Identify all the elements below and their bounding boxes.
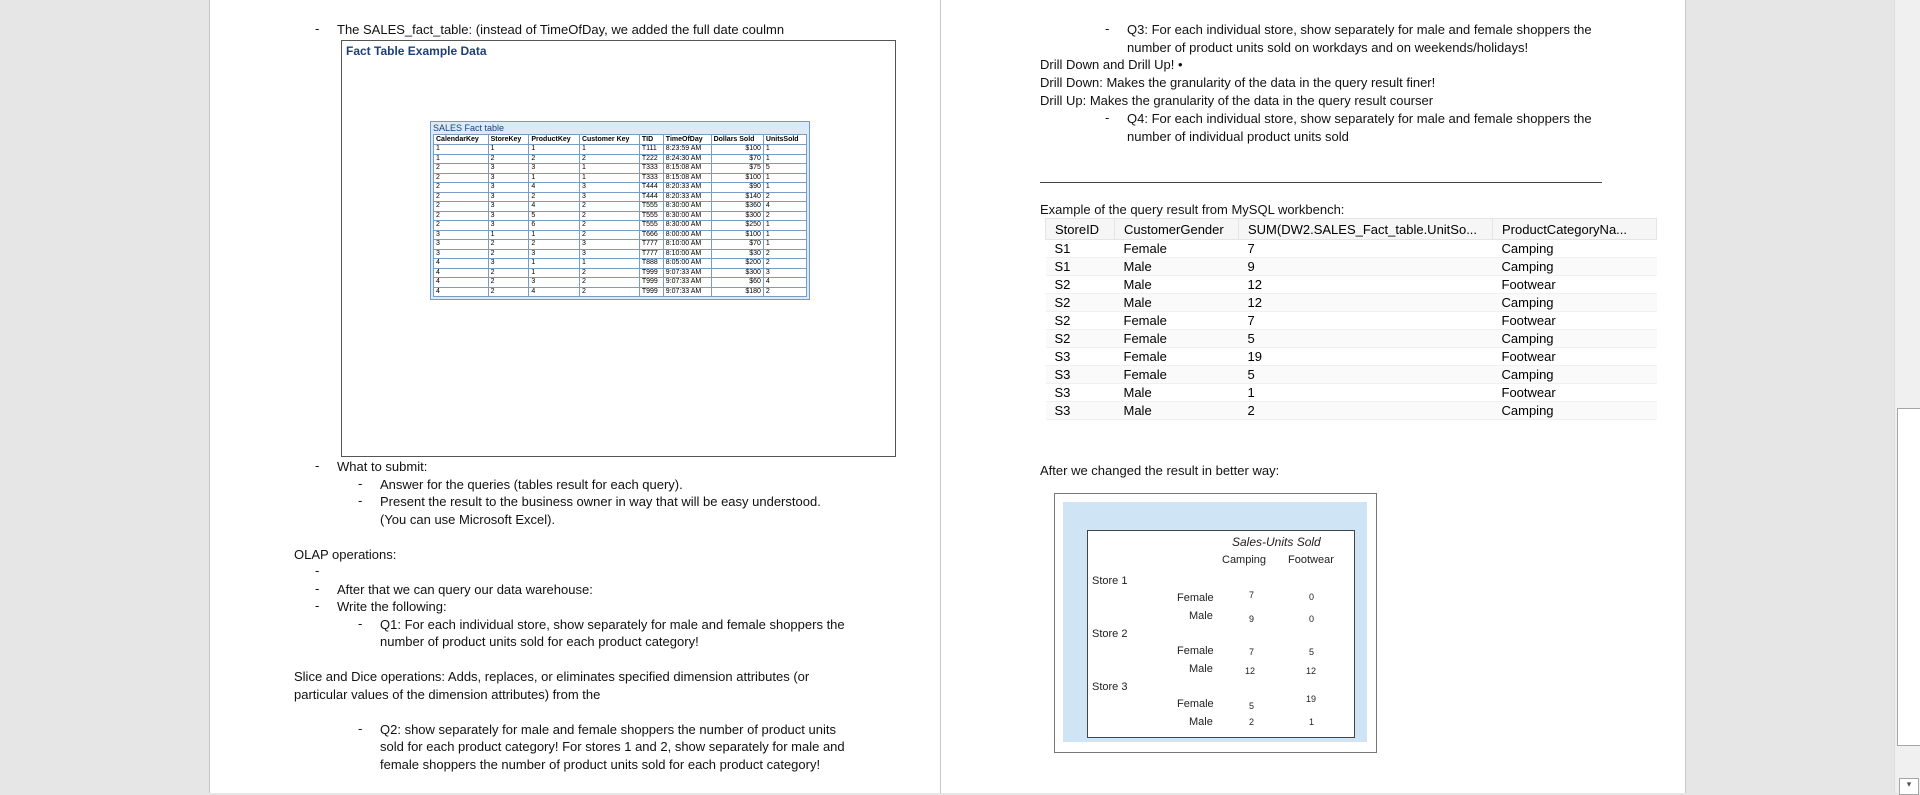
- table-cell: 8:30:00 AM: [663, 202, 711, 212]
- table-row[interactable]: [1046, 384, 1657, 402]
- bullet-dash: -: [358, 476, 363, 491]
- table-cell: T888: [639, 259, 663, 269]
- pivot-value: 2: [1249, 717, 1255, 727]
- table-cell: $200: [711, 259, 763, 269]
- table-cell: 8:15:08 AM: [663, 164, 711, 174]
- table-cell[interactable]: Female: [1115, 330, 1239, 348]
- bullet-dash: -: [315, 458, 320, 473]
- bullet-dash: -: [358, 616, 363, 631]
- table-cell: 4: [763, 278, 806, 288]
- table-cell: 3: [488, 192, 529, 202]
- table-cell[interactable]: Female: [1115, 366, 1239, 384]
- table-cell: 3: [488, 221, 529, 231]
- bullet-dash: -: [315, 598, 320, 613]
- table-cell: 3: [579, 183, 639, 193]
- slice-dice-line1: Slice and Dice operations: Adds, replaces, or eliminates specified dimension attributes (or: [294, 669, 810, 684]
- q1-line1: Q1: For each individual store, show separately for male and female shoppers the: [380, 617, 845, 632]
- table-cell: 1: [763, 183, 806, 193]
- table-cell: 1: [488, 230, 529, 240]
- table-cell[interactable]: 1: [1239, 384, 1493, 402]
- table-cell: T555: [639, 221, 663, 231]
- table-cell: 1: [579, 164, 639, 174]
- slice-dice-line2: particular values of the dimension attributes) from the: [294, 687, 601, 702]
- pivot-value: 7: [1249, 590, 1255, 600]
- table-cell: 3: [529, 278, 580, 288]
- table-cell: 9:07:33 AM: [663, 268, 711, 278]
- table-cell: 2: [434, 183, 489, 193]
- bullet-dash: -: [315, 563, 320, 578]
- table-cell: $30: [711, 249, 763, 259]
- table-cell: 2: [579, 202, 639, 212]
- table-cell[interactable]: Male: [1115, 294, 1239, 312]
- table-cell: 1: [529, 268, 580, 278]
- table-cell: 2: [763, 287, 806, 297]
- table-row: [434, 278, 807, 288]
- fact-table-bullet: The SALES_fact_table: (instead of TimeOfDay, we added the full date coulmn: [337, 22, 785, 37]
- table-cell[interactable]: S3: [1046, 402, 1115, 420]
- table-cell: 3: [434, 249, 489, 259]
- example-label: Example of the query result from MySQL workbench:: [1040, 202, 1345, 217]
- table-cell[interactable]: Footwear: [1493, 276, 1657, 294]
- document-page-right: [940, 0, 1686, 793]
- table-cell: 2: [763, 211, 806, 221]
- table-cell: 1: [579, 173, 639, 183]
- table-cell: 2: [434, 164, 489, 174]
- table-cell: 2: [579, 154, 639, 164]
- table-cell: 2: [763, 259, 806, 269]
- submit-item-2-cont: (You can use Microsoft Excel).: [380, 512, 556, 527]
- table-row: [434, 240, 807, 250]
- mysql-column-header[interactable]: StoreID: [1046, 219, 1115, 240]
- sales-table-header: Customer Key: [579, 135, 639, 145]
- olap-heading: OLAP operations:: [294, 547, 397, 562]
- table-cell: 2: [488, 268, 529, 278]
- q1-line2: number of product units sold for each product category!: [380, 634, 699, 649]
- table-row[interactable]: [1046, 312, 1657, 330]
- pivot-female: Female: [1177, 698, 1214, 710]
- table-row: [434, 192, 807, 202]
- table-cell[interactable]: Female: [1115, 240, 1239, 258]
- table-cell: 2: [579, 287, 639, 297]
- pivot-title: Sales-Units Sold: [1232, 535, 1321, 549]
- table-cell: 1: [579, 145, 639, 155]
- table-cell[interactable]: Male: [1115, 402, 1239, 420]
- q2-line2: sold for each product category! For stores 1 and 2, show separately for male and: [380, 739, 845, 754]
- table-cell: T222: [639, 154, 663, 164]
- table-cell: T999: [639, 287, 663, 297]
- table-cell: 1: [763, 221, 806, 231]
- table-cell[interactable]: Male: [1115, 276, 1239, 294]
- figure-title: Fact Table Example Data: [346, 44, 487, 58]
- table-cell: 2: [488, 154, 529, 164]
- after-changed-label: After we changed the result in better way:: [1040, 463, 1280, 478]
- table-row[interactable]: [1046, 402, 1657, 420]
- table-cell: 5: [763, 164, 806, 174]
- table-cell: $75: [711, 164, 763, 174]
- table-cell: 8:10:00 AM: [663, 240, 711, 250]
- table-row[interactable]: [1046, 366, 1657, 384]
- table-cell: 1: [763, 173, 806, 183]
- table-cell: 3: [579, 192, 639, 202]
- pivot-store-2: Store 2: [1092, 628, 1128, 640]
- table-cell: 8:00:00 AM: [663, 230, 711, 240]
- table-cell: $250: [711, 221, 763, 231]
- table-cell[interactable]: 5: [1239, 366, 1493, 384]
- sales-table-header: ProductKey: [529, 135, 580, 145]
- table-cell: 1: [529, 230, 580, 240]
- table-cell[interactable]: Male: [1115, 384, 1239, 402]
- table-cell: 8:05:00 AM: [663, 259, 711, 269]
- table-cell: 4: [529, 202, 580, 212]
- table-cell[interactable]: 2: [1239, 402, 1493, 420]
- table-cell: 1: [763, 145, 806, 155]
- pivot-value: 5: [1309, 647, 1315, 657]
- pivot-value: 1: [1309, 717, 1315, 727]
- table-cell: 3: [579, 240, 639, 250]
- table-cell[interactable]: 19: [1239, 348, 1493, 366]
- table-row[interactable]: [1046, 276, 1657, 294]
- table-row: [434, 202, 807, 212]
- submit-item-2: Present the result to the business owner in way that will be easy understood.: [380, 494, 821, 509]
- table-cell: $90: [711, 183, 763, 193]
- pivot-value: 0: [1309, 614, 1315, 624]
- table-cell: T555: [639, 211, 663, 221]
- table-cell[interactable]: S3: [1046, 348, 1115, 366]
- table-cell[interactable]: S2: [1046, 276, 1115, 294]
- bullet-dash: -: [358, 493, 363, 508]
- table-cell: 2: [488, 278, 529, 288]
- table-cell[interactable]: 9: [1239, 258, 1493, 276]
- fact-table-figure[interactable]: [341, 40, 896, 457]
- table-cell[interactable]: S1: [1046, 258, 1115, 276]
- pivot-store-3: Store 3: [1092, 681, 1128, 693]
- drill-up-text: Drill Up: Makes the granularity of the data in the query result courser: [1040, 93, 1434, 108]
- table-cell: 3: [488, 259, 529, 269]
- table-row: [434, 287, 807, 297]
- table-row[interactable]: [1046, 348, 1657, 366]
- table-row: [434, 221, 807, 231]
- table-cell: 4: [529, 183, 580, 193]
- table-cell: 3: [763, 268, 806, 278]
- table-row: [434, 145, 807, 155]
- table-cell: 3: [488, 202, 529, 212]
- table-cell: 8:23:59 AM: [663, 145, 711, 155]
- table-cell: T333: [639, 164, 663, 174]
- q3-line1: Q3: For each individual store, show separately for male and female shoppers the: [1127, 22, 1592, 37]
- table-cell: 9:07:33 AM: [663, 278, 711, 288]
- pivot-value: 19: [1306, 694, 1317, 704]
- table-cell: 2: [488, 240, 529, 250]
- pivot-table: [1087, 530, 1355, 738]
- table-cell: T333: [639, 173, 663, 183]
- table-cell: $70: [711, 154, 763, 164]
- pivot-value: 5: [1249, 701, 1255, 711]
- table-cell: 1: [763, 230, 806, 240]
- table-row: [434, 164, 807, 174]
- bullet-dash: -: [1105, 21, 1110, 36]
- table-cell: 4: [529, 287, 580, 297]
- table-cell: 2: [488, 287, 529, 297]
- bullet-dash: -: [1105, 110, 1110, 125]
- table-row[interactable]: [1046, 258, 1657, 276]
- table-cell: 2: [579, 230, 639, 240]
- scroll-down-arrow-icon[interactable]: ▾: [1899, 778, 1919, 795]
- table-cell[interactable]: S2: [1046, 330, 1115, 348]
- pivot-female: Female: [1177, 645, 1214, 657]
- table-cell: 3: [488, 211, 529, 221]
- mysql-column-header[interactable]: SUM(DW2.SALES_Fact_table.UnitSo...: [1239, 219, 1493, 240]
- table-cell: 2: [579, 221, 639, 231]
- table-cell: $360: [711, 202, 763, 212]
- table-cell: 1: [763, 154, 806, 164]
- table-cell[interactable]: Camping: [1493, 240, 1657, 258]
- table-cell: 1: [488, 145, 529, 155]
- table-cell: 8:30:00 AM: [663, 221, 711, 231]
- table-cell: 6: [529, 221, 580, 231]
- table-row[interactable]: [1046, 294, 1657, 312]
- table-cell[interactable]: S1: [1046, 240, 1115, 258]
- table-cell: 2: [434, 211, 489, 221]
- table-cell: $100: [711, 145, 763, 155]
- table-row[interactable]: [1046, 240, 1657, 258]
- table-cell: 8:20:33 AM: [663, 192, 711, 202]
- pivot-value: 12: [1245, 666, 1256, 676]
- table-cell: T111: [639, 145, 663, 155]
- vertical-scrollbar[interactable]: [1894, 0, 1920, 793]
- table-cell: $140: [711, 192, 763, 202]
- table-cell[interactable]: Male: [1115, 258, 1239, 276]
- q4-line2: number of individual product units sold: [1127, 129, 1349, 144]
- table-cell: 1: [434, 154, 489, 164]
- q3-line2: number of product units sold on workdays and on weekends/holidays!: [1127, 40, 1529, 55]
- table-row: [434, 268, 807, 278]
- table-cell: 2: [434, 221, 489, 231]
- table-cell: 3: [529, 164, 580, 174]
- horizontal-rule: [1040, 182, 1602, 183]
- table-cell[interactable]: 5: [1239, 330, 1493, 348]
- table-cell: 1: [529, 259, 580, 269]
- mysql-result-grid[interactable]: [1045, 218, 1657, 420]
- table-cell: 1: [434, 145, 489, 155]
- table-cell: $70: [711, 240, 763, 250]
- sales-table-header: CalendarKey: [434, 135, 489, 145]
- table-row: [434, 211, 807, 221]
- table-cell[interactable]: 12: [1239, 294, 1493, 312]
- pivot-value: 12: [1306, 666, 1317, 676]
- table-cell[interactable]: 7: [1239, 312, 1493, 330]
- table-cell: 3: [488, 183, 529, 193]
- pivot-figure[interactable]: [1054, 493, 1377, 753]
- pivot-background: [1063, 502, 1367, 742]
- table-cell: T444: [639, 183, 663, 193]
- submit-item-1: Answer for the queries (tables result for each query).: [380, 477, 683, 492]
- bullet-dash: -: [358, 721, 363, 736]
- table-cell[interactable]: Female: [1115, 348, 1239, 366]
- table-cell: 2: [529, 192, 580, 202]
- table-cell: 2: [763, 192, 806, 202]
- sales-table-header: UnitsSold: [763, 135, 806, 145]
- pivot-male: Male: [1189, 716, 1213, 728]
- table-cell: 8:10:00 AM: [663, 249, 711, 259]
- table-cell: 2: [434, 173, 489, 183]
- sales-table-caption: SALES Fact table: [433, 123, 505, 133]
- table-cell: 4: [434, 259, 489, 269]
- table-cell: 9:07:33 AM: [663, 287, 711, 297]
- table-row: [434, 154, 807, 164]
- table-cell: 2: [579, 211, 639, 221]
- table-row: [434, 249, 807, 259]
- sales-table-header: TID: [639, 135, 663, 145]
- table-cell: T444: [639, 192, 663, 202]
- what-to-submit: What to submit:: [337, 459, 428, 474]
- table-cell: 8:15:08 AM: [663, 173, 711, 183]
- table-cell: T999: [639, 278, 663, 288]
- table-cell: 2: [434, 192, 489, 202]
- pivot-col-camping: Camping: [1222, 554, 1267, 566]
- table-cell: T777: [639, 240, 663, 250]
- table-cell: 3: [529, 249, 580, 259]
- table-cell: $60: [711, 278, 763, 288]
- table-cell: $100: [711, 173, 763, 183]
- table-cell: 2: [488, 249, 529, 259]
- pivot-value: 9: [1249, 614, 1255, 624]
- pivot-value: 7: [1249, 647, 1255, 657]
- table-cell: $300: [711, 268, 763, 278]
- table-cell: T555: [639, 202, 663, 212]
- table-row: [434, 230, 807, 240]
- table-cell: 2: [529, 240, 580, 250]
- drill-down-text: Drill Down: Makes the granularity of the data in the query result finer!: [1040, 75, 1436, 90]
- pivot-male: Male: [1189, 663, 1213, 675]
- table-row[interactable]: [1046, 330, 1657, 348]
- table-cell: $300: [711, 211, 763, 221]
- mysql-column-header[interactable]: CustomerGender: [1115, 219, 1239, 240]
- drill-heading: Drill Down and Drill Up! •: [1040, 57, 1183, 72]
- table-cell[interactable]: Camping: [1493, 258, 1657, 276]
- pivot-store-1: Store 1: [1092, 575, 1128, 587]
- pivot-col-footwear: Footwear: [1288, 554, 1334, 566]
- table-cell: $100: [711, 230, 763, 240]
- table-cell: T777: [639, 249, 663, 259]
- after-that-text: After that we can query our data warehouse:: [337, 582, 593, 597]
- table-cell: 3: [434, 230, 489, 240]
- table-cell: 8:30:00 AM: [663, 211, 711, 221]
- bullet-dash: -: [315, 581, 320, 596]
- table-cell: $180: [711, 287, 763, 297]
- table-cell: 8:24:30 AM: [663, 154, 711, 164]
- table-cell[interactable]: S2: [1046, 294, 1115, 312]
- table-cell: T666: [639, 230, 663, 240]
- table-cell: 3: [579, 249, 639, 259]
- table-cell[interactable]: Footwear: [1493, 384, 1657, 402]
- sales-fact-table: [433, 134, 807, 297]
- table-row: [434, 259, 807, 269]
- table-cell: 3: [434, 240, 489, 250]
- table-cell: 5: [529, 211, 580, 221]
- table-cell[interactable]: Camping: [1493, 294, 1657, 312]
- table-cell: 2: [763, 249, 806, 259]
- table-cell: T999: [639, 268, 663, 278]
- pivot-female: Female: [1177, 592, 1214, 604]
- table-cell[interactable]: Camping: [1493, 366, 1657, 384]
- table-cell[interactable]: Footwear: [1493, 348, 1657, 366]
- table-cell[interactable]: 7: [1239, 240, 1493, 258]
- sales-fact-table-box: [430, 121, 810, 300]
- pivot-male: Male: [1189, 610, 1213, 622]
- table-cell: 4: [763, 202, 806, 212]
- write-following: Write the following:: [337, 599, 447, 614]
- table-cell: 2: [529, 154, 580, 164]
- table-cell: 2: [579, 268, 639, 278]
- table-cell[interactable]: S3: [1046, 384, 1115, 402]
- document-page-left: [209, 0, 941, 793]
- mysql-column-header[interactable]: ProductCategoryNa...: [1493, 219, 1657, 240]
- table-cell: 4: [434, 278, 489, 288]
- q4-line1: Q4: For each individual store, show separately for male and female shoppers the: [1127, 111, 1592, 126]
- table-cell[interactable]: S2: [1046, 312, 1115, 330]
- table-cell: 4: [434, 268, 489, 278]
- sales-table-header: TimeOfDay: [663, 135, 711, 145]
- pivot-value: 0: [1309, 592, 1315, 602]
- table-cell: 1: [763, 240, 806, 250]
- table-cell[interactable]: Camping: [1493, 330, 1657, 348]
- q2-line3: female shoppers the number of product units sold for each product category!: [380, 757, 821, 772]
- sales-table-header: StoreKey: [488, 135, 529, 145]
- table-cell: 8:20:33 AM: [663, 183, 711, 193]
- table-row: [434, 173, 807, 183]
- table-cell: 1: [529, 145, 580, 155]
- table-row: [434, 183, 807, 193]
- table-cell[interactable]: Footwear: [1493, 312, 1657, 330]
- table-cell[interactable]: S3: [1046, 366, 1115, 384]
- sales-table-header: Dollars Sold: [711, 135, 763, 145]
- table-cell: 2: [579, 278, 639, 288]
- table-cell: 1: [529, 173, 580, 183]
- scrollbar-thumb[interactable]: [1897, 408, 1920, 746]
- table-cell[interactable]: Female: [1115, 312, 1239, 330]
- table-cell: 1: [579, 259, 639, 269]
- q2-line1: Q2: show separately for male and female shoppers the number of product units: [380, 722, 836, 737]
- table-cell: 4: [434, 287, 489, 297]
- table-cell[interactable]: 12: [1239, 276, 1493, 294]
- table-cell: 3: [488, 173, 529, 183]
- bullet-dash: -: [315, 21, 320, 36]
- table-cell: 3: [488, 164, 529, 174]
- table-cell: 2: [434, 202, 489, 212]
- table-cell[interactable]: Camping: [1493, 402, 1657, 420]
